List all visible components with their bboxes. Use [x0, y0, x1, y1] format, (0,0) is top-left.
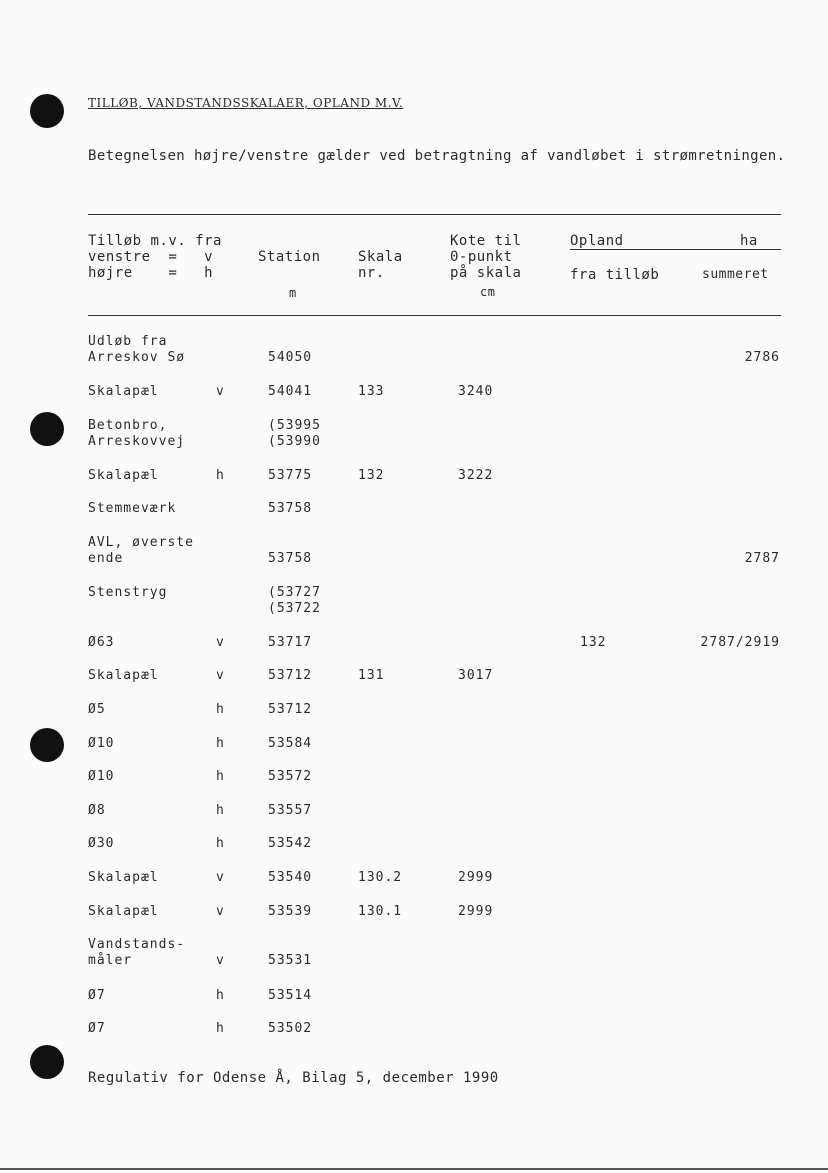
header-hojre: højre = h	[88, 265, 214, 281]
intro-paragraph: Betegnelsen højre/venstre gælder ved betragtning af vandløbet i strømretningen.	[88, 148, 786, 164]
row-skala: 130.2	[358, 870, 403, 885]
row-name: Vandstands- måler	[88, 937, 186, 968]
row-kote: 3240	[458, 384, 494, 399]
header-station: Station	[258, 249, 321, 265]
table-row	[0, 334, 828, 368]
table-row	[0, 836, 828, 870]
row-opland-summeret: 2787	[744, 551, 780, 566]
row-station: 53717	[268, 635, 313, 650]
row-side: h	[216, 988, 225, 1003]
row-station: 53542	[268, 836, 313, 851]
row-side: h	[216, 736, 225, 751]
table-row	[0, 702, 828, 736]
row-name: Ø63	[88, 635, 115, 650]
table-row	[0, 803, 828, 837]
row-name: Ø7	[88, 1021, 106, 1036]
table-header-rule	[88, 315, 781, 316]
table-row	[0, 769, 828, 803]
row-name: Ø10	[88, 736, 115, 751]
header-summeret: summeret	[702, 267, 769, 282]
table-row	[0, 384, 828, 418]
row-kote: 3222	[458, 468, 494, 483]
row-skala: 130.1	[358, 904, 403, 919]
row-station: 53531	[268, 953, 313, 968]
row-name: Skalapæl	[88, 384, 159, 399]
table-row	[0, 635, 828, 669]
header-tillob: Tilløb m.v. fra	[88, 233, 222, 249]
table-row	[0, 1021, 828, 1055]
row-side: h	[216, 702, 225, 717]
row-station: 53572	[268, 769, 313, 784]
table-row	[0, 585, 828, 619]
row-station: 53584	[268, 736, 313, 751]
row-side: v	[216, 904, 225, 919]
row-side: v	[216, 668, 225, 683]
table-row	[0, 870, 828, 904]
footer-text: Regulativ for Odense Å, Bilag 5, december 1990	[88, 1070, 499, 1086]
row-name: Ø10	[88, 769, 115, 784]
row-kote: 2999	[458, 904, 494, 919]
row-side: v	[216, 635, 225, 650]
row-opland-summeret: 2787/2919	[700, 635, 780, 650]
row-name: AVL, øverste ende	[88, 535, 194, 566]
row-side: h	[216, 1021, 225, 1036]
header-kote-0punkt: 0-punkt	[450, 249, 513, 265]
row-station: 53712	[268, 702, 313, 717]
row-station: 54050	[268, 350, 313, 365]
table-row	[0, 988, 828, 1022]
row-station: 53540	[268, 870, 313, 885]
row-name: Skalapæl	[88, 468, 159, 483]
table-row	[0, 468, 828, 502]
row-name: Ø5	[88, 702, 106, 717]
row-side: v	[216, 384, 225, 399]
row-station: 53775	[268, 468, 313, 483]
row-skala: 133	[358, 384, 385, 399]
header-kote-unit: cm	[480, 285, 496, 299]
row-station: 53712	[268, 668, 313, 683]
row-side: v	[216, 953, 225, 968]
table-row	[0, 736, 828, 770]
row-side: h	[216, 468, 225, 483]
header-station-unit: m	[289, 286, 297, 300]
row-station: (53727 (53722	[268, 585, 321, 616]
row-skala: 132	[358, 468, 385, 483]
table-row	[0, 418, 828, 452]
row-station: 54041	[268, 384, 313, 399]
table-row	[0, 904, 828, 938]
row-kote: 3017	[458, 668, 494, 683]
row-name: Stenstryg	[88, 585, 168, 600]
row-station: 53758	[268, 501, 313, 516]
row-station: 53514	[268, 988, 313, 1003]
row-side: h	[216, 803, 225, 818]
row-opland-fra-tillob: 132	[580, 635, 607, 650]
row-skala: 131	[358, 668, 385, 683]
row-name: Skalapæl	[88, 904, 159, 919]
table-row	[0, 535, 828, 569]
row-station: 53502	[268, 1021, 313, 1036]
header-kote: Kote til	[450, 233, 522, 249]
row-station: (53995 (53990	[268, 418, 321, 449]
header-kote-skala: på skala	[450, 265, 522, 281]
row-station: 53539	[268, 904, 313, 919]
table-row	[0, 668, 828, 702]
header-skala: Skala	[358, 249, 403, 265]
header-opland: Opland	[570, 233, 624, 249]
table-top-rule	[88, 214, 781, 215]
row-side: h	[216, 769, 225, 784]
row-name: Ø7	[88, 988, 106, 1003]
row-name: Stemmeværk	[88, 501, 177, 516]
row-name: Ø8	[88, 803, 106, 818]
row-side: h	[216, 836, 225, 851]
row-name: Ø30	[88, 836, 115, 851]
header-opland-unit: ha	[740, 233, 758, 249]
table-row	[0, 501, 828, 535]
table-row	[0, 937, 828, 971]
punch-hole	[30, 94, 64, 128]
row-name: Udløb fra Arreskov Sø	[88, 334, 186, 365]
header-venstre: venstre = v	[88, 249, 214, 265]
row-name: Skalapæl	[88, 870, 159, 885]
document-title: TILLØB, VANDSTANDSSKALAER, OPLAND M.V.	[88, 96, 404, 110]
row-side: v	[216, 870, 225, 885]
header-fra-tillob: fra tilløb	[570, 267, 660, 283]
scan-edge-line	[0, 1168, 828, 1170]
row-kote: 2999	[458, 870, 494, 885]
row-name: Betonbro, Arreskovvej	[88, 418, 186, 449]
header-skala-nr: nr.	[358, 265, 385, 281]
row-opland-summeret: 2786	[744, 350, 780, 365]
row-station: 53557	[268, 803, 313, 818]
row-station: 53758	[268, 551, 313, 566]
row-name: Skalapæl	[88, 668, 159, 683]
